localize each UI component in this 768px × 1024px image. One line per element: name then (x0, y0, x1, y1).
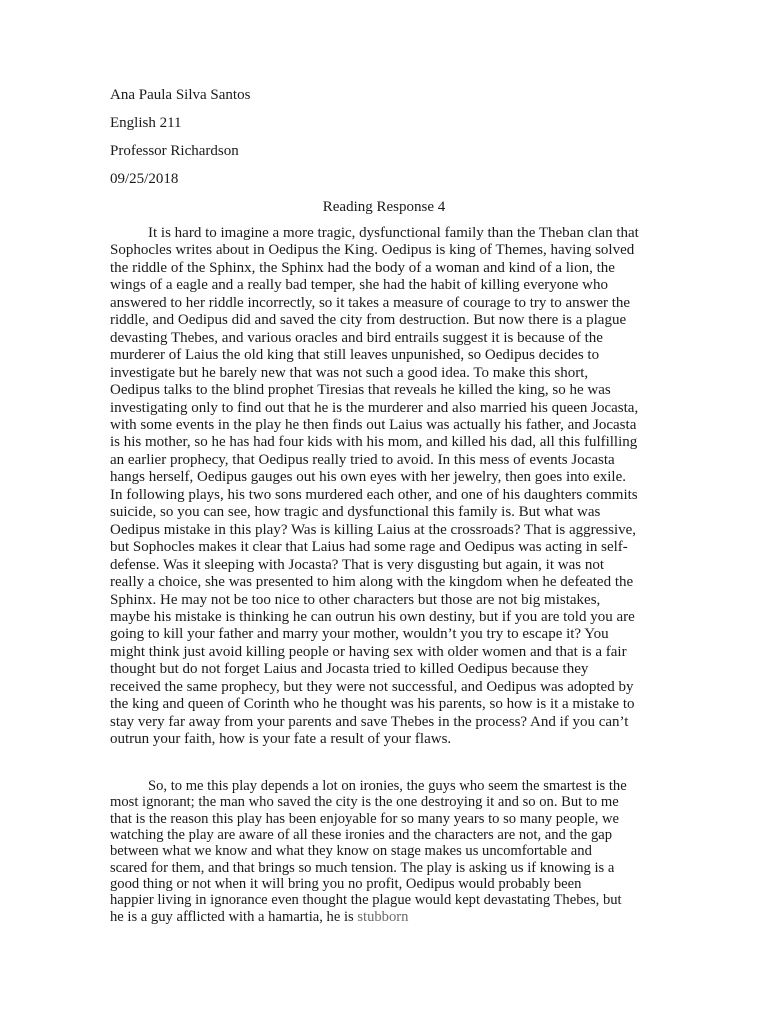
paragraph-line: It is hard to imagine a more tragic, dysfunctional family than the Theban clan that (148, 225, 639, 241)
paragraph-line: hangs herself, Oedipus gauges out his own eyes with her jewelry, then goes into exile. (110, 469, 626, 486)
paragraph-line: riddle, and Oedipus did and saved the city from destruction. But now there is a plague (110, 312, 627, 329)
paragraph-line: murderer of Laius the old king that still leaves unpunished, so Oedipus decides to (110, 347, 600, 364)
paragraph-line: Oedipus talks to the blind prophet Tiresias that reveals he killed the king, so he was (110, 382, 611, 399)
paragraph-line: stay very far away from your parents and save Thebes in the process? And if you can’t (110, 713, 629, 730)
last-line-tail: stubborn (357, 908, 409, 925)
paragraph-line: that is the reason this play has been enjoyable for so many years to so many people, we (110, 810, 620, 827)
course-name: English 211 (110, 115, 182, 131)
paragraph-line: happier living in ignorance even thought the plague would kept devastating Thebes, but (110, 892, 622, 909)
professor-name: Professor Richardson (110, 143, 239, 159)
paragraph-line: answered to her riddle incorrectly, so it takes a measure of courage to try to answer the (110, 294, 631, 311)
paragraph-line: might think just avoid killing people or having sex with older women and that is a fair (110, 643, 627, 660)
paragraph-line: Sphinx. He may not be too nice to other characters but those are not big mistakes, (110, 591, 601, 608)
paragraph-line: the riddle of the Sphinx, the Sphinx had the body of a woman and kind of a lion, the (110, 259, 615, 276)
paragraph-line: suicide, so you can see, how tragic and dysfunctional this family is. But what was (110, 504, 601, 521)
paragraph-line: the king and queen of Corinth who he thought was his parents, so how is it a mistake to (110, 696, 635, 713)
paragraph-line: outrun your faith, how is your fate a result of your flaws. (110, 731, 452, 748)
paragraph-line: investigating only to find out that he is the murderer and also married his queen Jocasta, (110, 399, 639, 416)
paragraph-line: but Sophocles makes it clear that Laius had some rage and Oedipus was acting in self- (110, 539, 628, 556)
paragraph-1 (110, 225, 656, 749)
paragraph-line: devasting Thebes, and various oracles and bird entrails suggest it is because of the (110, 329, 603, 346)
paragraph-line: In following plays, his two sons murdered each other, and one of his daughters commits (110, 486, 638, 503)
paragraph-line: investigate but he barely new that was not such a good idea. To make this short, (110, 364, 589, 381)
paragraph-line: watching the play are aware of all these ironies and the characters are not, and the gap (110, 827, 613, 844)
author-name: Ana Paula Silva Santos (110, 87, 251, 103)
paragraph-line: really a choice, she was presented to him along with the kingdom when he defeated the (110, 574, 634, 591)
date: 09/25/2018 (110, 171, 179, 187)
document-title: Reading Response 4 (322, 199, 446, 215)
paragraph-line: is his mother, so he has had four kids with his mom, and killed his dad, all this fulfilling (110, 434, 638, 451)
paragraph-line: good thing or not when it will bring you no profit, Oedipus would probably been (110, 876, 582, 893)
paragraph-line: with some events in the play he then finds out Laius was actually his father, and Jocasta (110, 416, 637, 433)
paragraph-line: most ignorant; the man who saved the city is the one destroying it and so on. But to me (110, 794, 619, 811)
paragraph-line: So, to me this play depends a lot on ironies, the guys who seem the smartest is the (148, 778, 627, 794)
paragraph-line: received the same prophecy, but they were not successful, and Oedipus was adopted by (110, 678, 634, 695)
paragraph-line: an earlier prophecy, that Oedipus really tried to avoid. In this mess of events Jocasta (110, 451, 615, 468)
last-line-text: he is a guy afflicted with a hamartia, he is (110, 908, 358, 925)
paragraph-line: wings of a eagle and a really bad temper, she had the habit of killing everyone who (110, 277, 608, 294)
paragraph-line: thought but do not forget Laius and Jocasta tried to killed Oedipus because they (110, 661, 589, 678)
paragraph-line: Sophocles writes about in Oedipus the King. Oedipus is king of Themes, having solved (110, 242, 635, 259)
paragraph-line-last (110, 909, 656, 925)
paragraph-line: scared for them, and that brings so much tension. The play is asking us if knowing is a (110, 859, 615, 876)
paragraph-line: going to kill your father and marry your mother, wouldn’t you try to escape it? You (110, 626, 609, 643)
paragraph-line: defense. Was it sleeping with Jocasta? That is very disgusting but again, it was not (110, 556, 604, 573)
paragraph-line: between what we know and what they know on stage makes us uncomfortable and (110, 843, 592, 860)
paragraph-line: maybe his mistake is thinking he can outrun his own destiny, but if you are told you are (110, 608, 635, 625)
paragraph-2 (110, 778, 656, 925)
paragraph-line: Oedipus mistake in this play? Was is killing Laius at the crossroads? That is aggressive, (110, 521, 637, 538)
